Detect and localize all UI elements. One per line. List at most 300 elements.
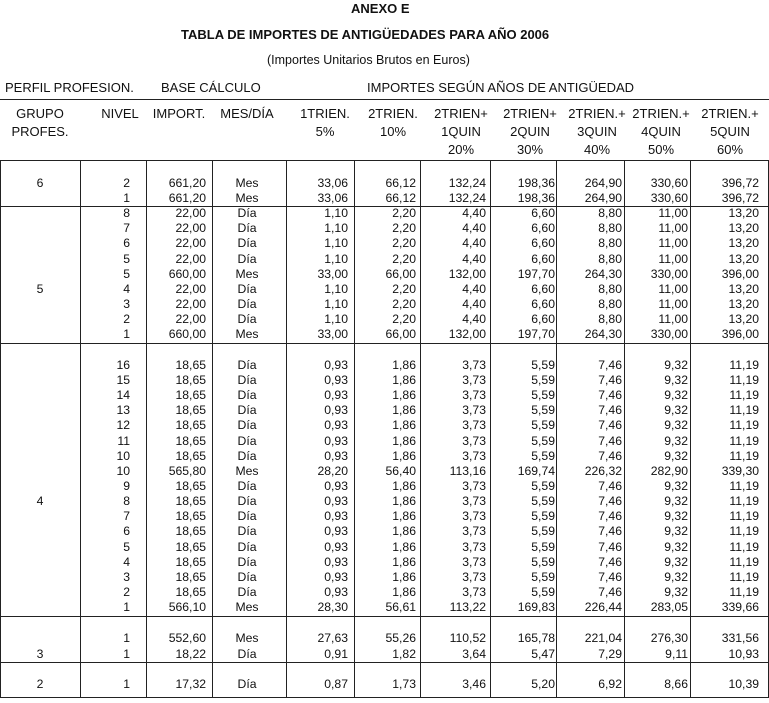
cell-c2: 66,12 [385,191,416,205]
cell-c3: 4,40 [462,221,486,235]
cell-mesdia: Día [237,221,257,235]
cell-c1: 0,93 [324,358,348,372]
row-rule [0,160,769,161]
cell-c5: 7,46 [598,479,622,493]
cell-c2: 56,61 [385,600,416,614]
col-c6-line2: 4QUIN [641,124,681,139]
cell-c4: 5,20 [531,677,555,691]
cell-mesdia: Día [237,585,257,599]
header-rule [0,99,769,100]
cell-c7: 396,00 [721,327,759,341]
cell-nivel: 6 [123,524,130,538]
cell-c7: 11,19 [729,524,759,538]
col-rule [212,662,213,697]
cell-c5: 7,29 [598,647,622,661]
col-mesdia: MES/DÍA [220,106,274,121]
cell-c2: 1,86 [392,524,416,538]
cell-c2: 2,20 [392,282,416,296]
cell-c3: 4,40 [462,206,486,220]
table-title: TABLA DE IMPORTES DE ANTIGÜEDADES PARA AÑO 2006 [181,27,550,42]
cell-c7: 396,72 [721,191,759,205]
cell-c7: 11,19 [729,388,759,402]
cell-mesdia: Día [237,449,257,463]
cell-c2: 1,86 [392,373,416,387]
cell-c6: 9,32 [664,479,688,493]
cell-nivel: 11 [117,434,130,448]
cell-mesdia: Día [237,494,257,508]
col-c5-line1: 2TRIEN.+ [568,106,626,121]
col-rule [80,343,81,616]
cell-c3: 3,73 [462,373,486,387]
cell-mesdia: Día [237,418,257,432]
col-rule [690,206,691,343]
cell-c6: 276,30 [650,631,688,645]
cell-c5: 8,80 [598,206,622,220]
cell-c4: 5,59 [531,388,555,402]
cell-c4: 6,60 [531,297,555,311]
cell-c6: 9,32 [664,388,688,402]
cell-mesdia: Día [237,677,257,691]
col-rule [212,343,213,616]
cell-import: 661,20 [168,176,206,190]
row-rule [0,343,769,344]
cell-import: 18,65 [175,479,206,493]
cell-mesdia: Mes [235,600,259,614]
col-rule [80,616,81,662]
cell-nivel: 16 [116,358,130,372]
cell-c2: 1,86 [392,494,416,508]
col-rule [354,343,355,616]
cell-c5: 226,44 [584,600,622,614]
col-c6-line1: 2TRIEN.+ [632,106,690,121]
cell-c1: 0,93 [324,449,348,463]
cell-c7: 13,20 [728,221,759,235]
cell-c7: 10,93 [728,647,759,661]
cell-c6: 330,60 [650,191,688,205]
group-label: 6 [36,176,44,190]
cell-c3: 4,40 [462,236,486,250]
cell-c6: 9,32 [664,570,688,584]
cell-c6: 9,11 [665,647,688,661]
cell-c4: 5,59 [531,585,555,599]
cell-c5: 8,80 [598,282,622,296]
cell-import: 18,65 [175,449,206,463]
cell-c6: 11,00 [658,312,688,326]
cell-import: 22,00 [175,252,206,266]
cell-c1: 33,00 [317,267,348,281]
cell-c6: 9,32 [664,434,688,448]
cell-c4: 5,59 [531,524,555,538]
cell-c5: 7,46 [598,494,622,508]
cell-c2: 1,86 [392,388,416,402]
col-c6-line3: 50% [647,142,675,157]
cell-c4: 197,70 [517,327,555,341]
cell-c6: 9,32 [664,403,688,417]
cell-c7: 11,19 [729,555,759,569]
cell-import: 18,22 [175,647,206,661]
cell-c4: 5,59 [531,570,555,584]
cell-c2: 2,20 [392,252,416,266]
page-title: ANEXO E [351,1,410,16]
cell-nivel: 3 [123,570,130,584]
col-rule [490,160,491,206]
cell-c4: 5,59 [531,555,555,569]
cell-c4: 5,47 [531,647,555,661]
cell-c3: 3,73 [462,479,486,493]
group-label: 2 [36,677,44,691]
cell-c3: 3,73 [462,449,486,463]
cell-c3: 3,73 [462,585,486,599]
cell-c1: 0,93 [324,479,348,493]
cell-c2: 1,86 [392,585,416,599]
cell-c3: 3,73 [462,540,486,554]
cell-c2: 1,86 [392,358,416,372]
cell-c5: 8,80 [598,221,622,235]
cell-c2: 2,20 [392,206,416,220]
cell-mesdia: Día [237,479,257,493]
cell-c6: 330,60 [650,176,688,190]
col-rule [286,616,287,662]
cell-import: 22,00 [175,312,206,326]
cell-c5: 7,46 [598,403,622,417]
col-rule [80,662,81,697]
cell-mesdia: Día [237,252,257,266]
cell-c2: 1,86 [392,570,416,584]
cell-c3: 132,24 [448,191,486,205]
cell-mesdia: Día [237,358,257,372]
col-rule [146,343,147,616]
col-c3-line1: 2TRIEN+ [434,106,488,121]
cell-c2: 56,40 [385,464,416,478]
col-rule [490,616,491,662]
cell-c5: 264,90 [584,191,622,205]
cell-c5: 7,46 [598,418,622,432]
cell-c4: 5,59 [531,403,555,417]
cell-c7: 11,19 [729,358,759,372]
cell-import: 18,65 [175,358,206,372]
cell-c2: 2,20 [392,297,416,311]
cell-import: 552,60 [168,631,206,645]
col-c2-line2: 10% [379,124,407,139]
cell-c6: 9,32 [664,524,688,538]
cell-c7: 396,00 [721,267,759,281]
cell-import: 22,00 [175,297,206,311]
cell-c3: 3,73 [462,509,486,523]
cell-c7: 13,20 [728,236,759,250]
cell-c1: 0,93 [324,494,348,508]
cell-c7: 11,19 [729,479,759,493]
cell-nivel: 5 [123,252,130,266]
cell-c4: 165,78 [517,631,555,645]
cell-c1: 33,00 [317,327,348,341]
cell-c1: 0,93 [324,555,348,569]
cell-nivel: 1 [123,647,130,661]
cell-c3: 4,40 [462,312,486,326]
cell-c5: 6,92 [598,677,622,691]
cell-nivel: 14 [116,388,130,402]
cell-c2: 1,86 [392,418,416,432]
cell-import: 18,65 [175,555,206,569]
cell-c3: 132,24 [448,176,486,190]
cell-c3: 3,46 [462,677,486,691]
cell-c4: 5,59 [531,509,555,523]
cell-nivel: 13 [116,403,130,417]
cell-import: 18,65 [175,509,206,523]
cell-nivel: 8 [123,206,130,220]
cell-c6: 8,66 [664,677,688,691]
cell-mesdia: Día [237,282,257,296]
col-import: IMPORT. [152,106,206,121]
cell-c3: 113,16 [449,464,486,478]
cell-c1: 0,93 [324,403,348,417]
col-rule [556,343,557,616]
cell-c1: 33,06 [317,191,348,205]
cell-import: 661,20 [168,191,206,205]
cell-import: 18,65 [175,418,206,432]
cell-c6: 9,32 [664,509,688,523]
col-rule [420,160,421,206]
cell-c1: 27,63 [317,631,348,645]
col-rule [212,616,213,662]
col-rule [286,662,287,697]
cell-c2: 55,26 [385,631,416,645]
cell-mesdia: Día [237,509,257,523]
cell-nivel: 1 [123,600,130,614]
cell-mesdia: Día [237,524,257,538]
cell-import: 18,65 [175,403,206,417]
cell-c1: 28,20 [317,464,348,478]
cell-c6: 11,00 [658,206,688,220]
cell-nivel: 2 [123,312,130,326]
cell-c3: 110,52 [449,631,486,645]
cell-c1: 0,91 [324,647,348,661]
cell-c7: 11,19 [729,540,759,554]
cell-nivel: 12 [116,418,130,432]
cell-c4: 5,59 [531,479,555,493]
col-rule [146,160,147,206]
cell-c5: 7,46 [598,509,622,523]
cell-c5: 7,46 [598,449,622,463]
col-rule [490,206,491,343]
cell-c7: 10,39 [728,677,759,691]
cell-c7: 11,19 [729,418,759,432]
col-rule [80,160,81,206]
cell-mesdia: Día [237,434,257,448]
cell-c1: 28,30 [317,600,348,614]
col-c1-line2: 5% [315,124,335,139]
cell-c1: 0,87 [324,677,348,691]
cell-c5: 7,46 [598,540,622,554]
col-rule [354,616,355,662]
cell-nivel: 9 [123,479,130,493]
cell-c1: 0,93 [324,509,348,523]
cell-c5: 226,32 [584,464,622,478]
col-c7-line1: 2TRIEN.+ [701,106,759,121]
col-rule [146,616,147,662]
cell-c5: 7,46 [598,570,622,584]
cell-c1: 1,10 [324,282,348,296]
cell-mesdia: Día [237,403,257,417]
col-rule [690,662,691,697]
col-rule [690,343,691,616]
col-rule [556,662,557,697]
cell-c3: 3,73 [462,358,486,372]
cell-c1: 0,93 [324,434,348,448]
cell-c4: 6,60 [531,206,555,220]
cell-c4: 169,83 [517,600,555,614]
cell-import: 18,65 [175,373,206,387]
cell-mesdia: Día [237,555,257,569]
cell-c3: 3,73 [462,555,486,569]
col-c2-line1: 2TRIEN. [368,106,418,121]
cell-c5: 7,46 [598,358,622,372]
cell-c4: 197,70 [517,267,555,281]
cell-c6: 11,00 [658,236,688,250]
col-rule [690,160,691,206]
cell-mesdia: Mes [235,176,259,190]
col-grupo-1: GRUPO [16,106,64,121]
cell-c6: 9,32 [664,358,688,372]
perfil-header: PERFIL PROFESION. [5,80,134,95]
cell-c1: 1,10 [324,206,348,220]
cell-c5: 7,46 [598,555,622,569]
col-rule [690,616,691,662]
cell-c6: 9,32 [664,585,688,599]
col-c3-line3: 20% [447,142,475,157]
cell-nivel: 15 [116,373,130,387]
cell-c5: 7,46 [598,585,622,599]
col-rule [490,662,491,697]
col-rule [286,343,287,616]
cell-c4: 6,60 [531,221,555,235]
cell-mesdia: Día [237,236,257,250]
cell-c5: 264,90 [584,176,622,190]
cell-c1: 1,10 [324,236,348,250]
cell-nivel: 4 [123,555,130,569]
cell-c1: 0,93 [324,373,348,387]
cell-c4: 5,59 [531,494,555,508]
cell-c3: 3,64 [462,647,486,661]
base-header: BASE CÁLCULO [161,80,261,95]
cell-nivel: 1 [123,677,130,691]
cell-c5: 8,80 [598,297,622,311]
cell-c4: 5,59 [531,434,555,448]
cell-c1: 1,10 [324,297,348,311]
cell-c7: 13,20 [728,252,759,266]
cell-c7: 11,19 [729,434,759,448]
cell-nivel: 7 [123,221,130,235]
cell-c1: 0,93 [324,524,348,538]
cell-import: 566,10 [168,600,206,614]
col-rule [556,206,557,343]
row-rule [0,616,769,617]
cell-c6: 9,32 [664,540,688,554]
cell-c3: 4,40 [462,297,486,311]
cell-nivel: 8 [123,494,130,508]
col-c4-line2: 2QUIN [510,124,550,139]
cell-import: 660,00 [168,267,206,281]
col-rule [420,343,421,616]
cell-import: 18,65 [175,540,206,554]
cell-c4: 169,74 [517,464,555,478]
cell-import: 18,65 [175,570,206,584]
cell-c2: 66,12 [385,176,416,190]
cell-c5: 8,80 [598,252,622,266]
cell-mesdia: Mes [235,191,259,205]
cell-c3: 132,00 [448,267,486,281]
col-nivel: NIVEL [101,106,139,121]
cell-c1: 0,93 [324,418,348,432]
cell-c3: 132,00 [448,327,486,341]
cell-c6: 9,32 [664,555,688,569]
cell-c5: 221,04 [584,631,622,645]
cell-c2: 1,86 [392,449,416,463]
cell-nivel: 1 [123,191,130,205]
col-rule [212,160,213,206]
cell-c1: 0,93 [324,570,348,584]
cell-import: 18,65 [175,494,206,508]
cell-c7: 13,20 [728,297,759,311]
cell-mesdia: Día [237,297,257,311]
cell-c2: 1,86 [392,509,416,523]
cell-import: 18,65 [175,585,206,599]
cell-c2: 1,73 [392,677,416,691]
group-label: 3 [36,647,44,661]
col-rule [0,343,1,616]
cell-nivel: 7 [123,509,130,523]
cell-c6: 330,00 [650,327,688,341]
cell-mesdia: Mes [235,631,259,645]
cell-c5: 8,80 [598,312,622,326]
cell-mesdia: Día [237,373,257,387]
cell-c5: 264,30 [584,327,622,341]
cell-nivel: 5 [123,267,130,281]
col-rule [420,206,421,343]
cell-c6: 282,90 [650,464,688,478]
col-rule [354,662,355,697]
cell-c2: 1,82 [392,647,416,661]
col-rule [286,206,287,343]
cell-mesdia: Día [237,540,257,554]
cell-c7: 11,19 [729,509,759,523]
col-c5-line3: 40% [583,142,611,157]
cell-c3: 4,40 [462,252,486,266]
cell-c4: 198,36 [517,191,555,205]
cell-c1: 1,10 [324,312,348,326]
col-rule [556,616,557,662]
cell-c5: 7,46 [598,434,622,448]
cell-c6: 9,32 [664,373,688,387]
cell-c7: 11,19 [729,373,759,387]
cell-c4: 6,60 [531,282,555,296]
cell-c7: 396,72 [721,176,759,190]
cell-import: 22,00 [175,206,206,220]
col-rule [0,206,1,343]
cell-mesdia: Mes [235,327,259,341]
cell-c6: 9,32 [664,449,688,463]
cell-c6: 9,32 [664,418,688,432]
cell-c2: 2,20 [392,236,416,250]
cell-c2: 2,20 [392,312,416,326]
cell-c6: 11,00 [658,297,688,311]
cell-c6: 11,00 [658,252,688,266]
cell-c1: 1,10 [324,252,348,266]
col-grupo-2: PROFES. [11,124,69,139]
cell-c6: 11,00 [658,221,688,235]
cell-mesdia: Día [237,312,257,326]
cell-import: 22,00 [175,221,206,235]
col-rule [80,206,81,343]
